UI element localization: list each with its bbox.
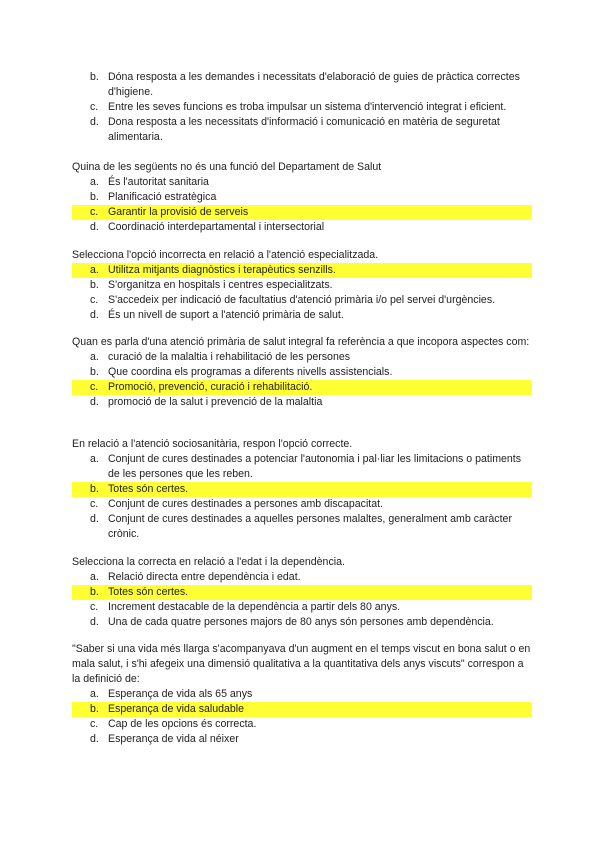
option-list — [72, 350, 532, 410]
question-1 — [72, 160, 532, 235]
question-5 — [72, 555, 532, 630]
option-a — [72, 452, 532, 482]
option-text: Promoció, prevenció, curació i rehabilitació. — [108, 381, 313, 393]
option-letter: b. — [90, 586, 99, 598]
option-letter: a. — [90, 453, 99, 465]
option-b — [72, 190, 532, 205]
option-list — [72, 70, 532, 145]
option-letter: a. — [90, 571, 99, 583]
option-text: Utilitza mitjants diagnòstics i terapèutics senzills. — [108, 264, 336, 276]
option-letter: d. — [90, 221, 99, 233]
question-text: Quan es parla d'una atenció primària de salut integral fa referència a que incopora aspectes com: — [72, 336, 530, 348]
option-text: Una de cada quatre persones majors de 80 anys són persones amb dependència. — [108, 616, 494, 628]
option-text: S'organitza en hospitals i centres especialitzats. — [108, 279, 333, 291]
option-letter: b. — [90, 279, 99, 291]
option-d — [72, 512, 532, 542]
option-text: Esperança de vida saludable — [108, 703, 245, 715]
question-text: Selecciona l'opció incorrecta en relació a l'atenció especialitzada. — [72, 249, 379, 261]
option-c — [72, 717, 532, 732]
option-b — [72, 70, 532, 100]
option-letter: c. — [90, 101, 99, 113]
option-text: Dóna resposta a les demandes i necessitats d'elaboració de guies de pràctica correctes d'higiene. — [108, 71, 520, 98]
option-d — [72, 395, 532, 410]
question-6 — [72, 642, 532, 747]
option-text: Cap de les opcions és correcta. — [108, 718, 257, 730]
option-a — [72, 350, 532, 365]
option-a — [72, 687, 532, 702]
option-text: Dona resposta a les necessitats d'informació i comunicació en matèria de seguretat alimentaria. — [108, 116, 500, 143]
option-letter: d. — [90, 513, 99, 525]
option-text: S'accedeix per indicació de facultatius d'atenció primària i/o pel servei d'urgències. — [108, 294, 496, 306]
option-text: Totes són certes. — [108, 483, 189, 495]
option-list — [72, 175, 532, 235]
option-d — [72, 115, 532, 145]
option-list — [72, 263, 532, 323]
option-text: Entre les seves funcions es troba impulsar un sistema d'intervenció integrat i eficient. — [108, 101, 507, 113]
option-letter: b. — [90, 191, 99, 203]
option-letter: c. — [90, 206, 99, 218]
question-4 — [72, 437, 532, 542]
option-letter: b. — [90, 703, 99, 715]
option-letter: a. — [90, 176, 99, 188]
option-text: curació de la malaltia i rehabilitació de les persones — [108, 351, 351, 363]
option-d — [72, 220, 532, 235]
option-letter: d. — [90, 396, 99, 408]
option-c — [72, 100, 532, 115]
option-text: Esperança de vida al néixer — [108, 733, 239, 745]
option-text: Conjunt de cures destinades a persones amb discapacitat. — [108, 498, 384, 510]
option-a-highlighted — [72, 263, 532, 278]
option-letter: c. — [90, 294, 99, 306]
option-text: És l'autoritat sanitaria — [108, 176, 209, 188]
option-text: Que coordina els programas a diferents nivells assistencials. — [108, 366, 393, 378]
option-text: Esperança de vida als 65 anys — [108, 688, 253, 700]
question-3 — [72, 335, 532, 410]
option-letter: d. — [90, 733, 99, 745]
option-list — [72, 452, 532, 542]
option-text: Garantir la provisió de serveis — [108, 206, 249, 218]
option-a — [72, 570, 532, 585]
option-c — [72, 600, 532, 615]
option-letter: a. — [90, 688, 99, 700]
option-letter: c. — [90, 718, 99, 730]
option-text: Coordinació interdepartamental i intersectorial — [108, 221, 325, 233]
option-letter: b. — [90, 366, 99, 378]
option-letter: c. — [90, 381, 99, 393]
option-letter: b. — [90, 71, 99, 83]
option-letter: d. — [90, 616, 99, 628]
option-b — [72, 278, 532, 293]
option-text: Conjunt de cures destinades a aquelles persones malaltes, generalment amb caràcter crònic. — [108, 513, 512, 540]
option-b-highlighted — [72, 585, 532, 600]
option-c — [72, 497, 532, 512]
option-a — [72, 175, 532, 190]
option-c — [72, 293, 532, 308]
option-text: Planificació estratègica — [108, 191, 217, 203]
option-letter: a. — [90, 351, 99, 363]
option-letter: c. — [90, 498, 99, 510]
question-text: "Saber si una vida més llarga s'acompanyava d'un augment en el temps viscut en bona salut o en mala salut, i s'hi afegeix una dimensió qualitativa a la quantitativa dels anys viscuts" correspon a la definició de: — [72, 643, 531, 685]
question-fragment — [72, 70, 532, 145]
option-letter: d. — [90, 116, 99, 128]
option-c-highlighted — [72, 205, 532, 220]
option-text: promoció de la salut i prevenció de la malaltia — [108, 396, 323, 408]
option-letter: a. — [90, 264, 99, 276]
option-d — [72, 732, 532, 747]
option-text: Conjunt de cures destinades a potenciar l'autonomia i pal·liar les limitacions o patiments de les persones que les reben. — [108, 453, 522, 480]
question-text: Selecciona la correcta en relació a l'edat i la dependència. — [72, 556, 345, 568]
option-text: Totes són certes. — [108, 586, 189, 598]
option-letter: d. — [90, 309, 99, 321]
option-list — [72, 570, 532, 630]
question-2 — [72, 248, 532, 323]
question-text: En relació a l'atenció sociosanitària, respon l'opció correcte. — [72, 438, 353, 450]
option-letter: b. — [90, 483, 99, 495]
option-text: Relació directa entre dependència i edat. — [108, 571, 301, 583]
option-b — [72, 365, 532, 380]
option-text: Increment destacable de la dependència a partir dels 80 anys. — [108, 601, 401, 613]
option-c-highlighted — [72, 380, 532, 395]
option-list — [72, 687, 532, 747]
question-text: Quina de les següents no és una funció del Departament de Salut — [72, 161, 382, 173]
option-b-highlighted — [72, 702, 532, 717]
option-text: És un nivell de suport a l'atenció primària de salut. — [108, 309, 344, 321]
option-letter: c. — [90, 601, 99, 613]
option-b-highlighted — [72, 482, 532, 497]
option-d — [72, 308, 532, 323]
option-d — [72, 615, 532, 630]
